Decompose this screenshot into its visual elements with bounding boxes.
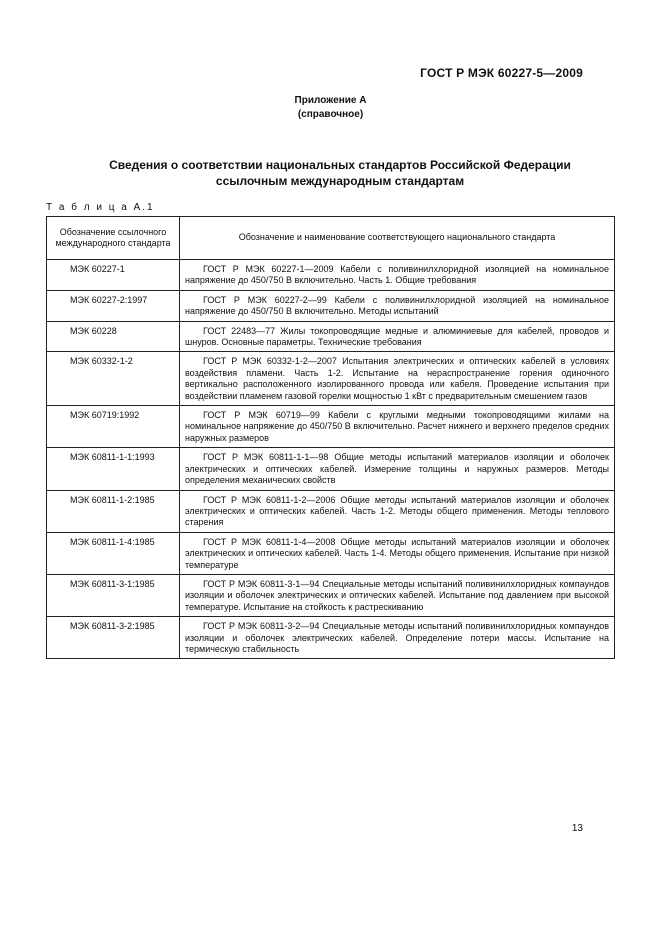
national-standard-description: ГОСТ Р МЭК 60811-3-1—94 Специальные методы испытаний поливинилхлоридных компаундов изоляции и оболочек электрических и оптических кабелей. Испытание под давлением при высокой температуре. Испытание на стойкость к растрескиванию <box>180 574 615 616</box>
appendix-subtitle: (справочное) <box>297 109 364 120</box>
reference-standard-code: МЭК 60811-3-1:1985 <box>47 574 180 616</box>
national-standard-description: ГОСТ 22483—77 Жилы токопроводящие медные и алюминиевые для кабелей, проводов и шнуров. Основные параметры. Технические требования <box>180 321 615 352</box>
table-label: Т а б л и ц а А.1 <box>46 202 155 213</box>
table-row <box>47 448 615 490</box>
reference-standard-code: МЭК 60228 <box>47 321 180 352</box>
reference-standard-code: МЭК 60811-1-1:1993 <box>47 448 180 490</box>
page-number: 13 <box>571 823 583 834</box>
header-national-standard: Обозначение и наименование соответствующего национального стандарта <box>180 217 615 260</box>
table-row <box>47 321 615 352</box>
reference-standard-code: МЭК 60719:1992 <box>47 406 180 448</box>
reference-standard-code: МЭК 60811-1-4:1985 <box>47 532 180 574</box>
reference-standard-code: МЭК 60811-3-2:1985 <box>47 617 180 659</box>
national-standard-description: ГОСТ Р МЭК 60719—99 Кабели с круглыми медными токопроводящими жилами на номинальное напряжение до 450/750 В включительно. Расчет нижнего и верхнего пределов средних наружных размеров <box>180 406 615 448</box>
national-standard-description: ГОСТ Р МЭК 60227-1—2009 Кабели с поливинилхлоридной изоляцией на номинальное напряжение до 450/750 В включительно. Часть 1. Общие требования <box>180 260 615 291</box>
national-standard-description: ГОСТ Р МЭК 60811-1-4—2008 Общие методы испытаний материалов изоляции и оболочек электрических и оптических кабелей. Часть 1-4. Методы общего применения. Испытание при низкой температуре <box>180 532 615 574</box>
national-standard-description: ГОСТ Р МЭК 60811-1-1—98 Общие методы испытаний материалов изоляции и оболочек электрических и оптических кабелей. Измерение толщины и наружных размеров. Методы определения механических свойств <box>180 448 615 490</box>
header-reference-standard: Обозначение ссылочного международного стандарта <box>47 217 180 260</box>
section-title-line2: ссылочным международным стандартам <box>215 174 465 188</box>
national-standard-description: ГОСТ Р МЭК 60811-3-2—94 Специальные методы испытаний поливинилхлоридных компаундов изоляции и оболочек электрических кабелей. Определение потери массы. Испытание на термическую стабильность <box>180 617 615 659</box>
table-header-row <box>47 217 615 260</box>
table-row <box>47 574 615 616</box>
table-row <box>47 352 615 406</box>
appendix-heading <box>0 94 661 122</box>
table-row <box>47 260 615 291</box>
table-row <box>47 406 615 448</box>
section-title <box>60 157 620 189</box>
section-title-line1: Сведения о соответствии национальных стандартов Российской Федерации <box>109 158 571 172</box>
table-row <box>47 532 615 574</box>
national-standard-description: ГОСТ Р МЭК 60811-1-2—2006 Общие методы испытаний материалов изоляции и оболочек электрических и оптических кабелей. Часть 1-2. Методы общего применения. Методы теплового старения <box>180 490 615 532</box>
reference-standard-code: МЭК 60332-1-2 <box>47 352 180 406</box>
reference-standard-code: МЭК 60227-1 <box>47 260 180 291</box>
reference-standard-code: МЭК 60811-1-2:1985 <box>47 490 180 532</box>
appendix-title: Приложение А <box>294 95 367 106</box>
document-code: ГОСТ Р МЭК 60227-5—2009 <box>420 66 583 80</box>
standards-table <box>46 216 615 659</box>
table-row <box>47 617 615 659</box>
reference-standard-code: МЭК 60227-2:1997 <box>47 290 180 321</box>
national-standard-description: ГОСТ Р МЭК 60332-1-2—2007 Испытания электрических и оптических кабелей в условиях воздействия пламени. Часть 1-2. Испытание на нераспространение горения одиночного вертикально расположенного изолированного провода или кабеля. Проведение испытания при воздействии пламенем газовой горелки мощностью 1 кВт с предварительным смешением газов <box>180 352 615 406</box>
table-row <box>47 490 615 532</box>
national-standard-description: ГОСТ Р МЭК 60227-2—99 Кабели с поливинилхлоридной изоляцией на номинальное напряжение до 450/750 В включительно. Методы испытаний <box>180 290 615 321</box>
table-row <box>47 290 615 321</box>
